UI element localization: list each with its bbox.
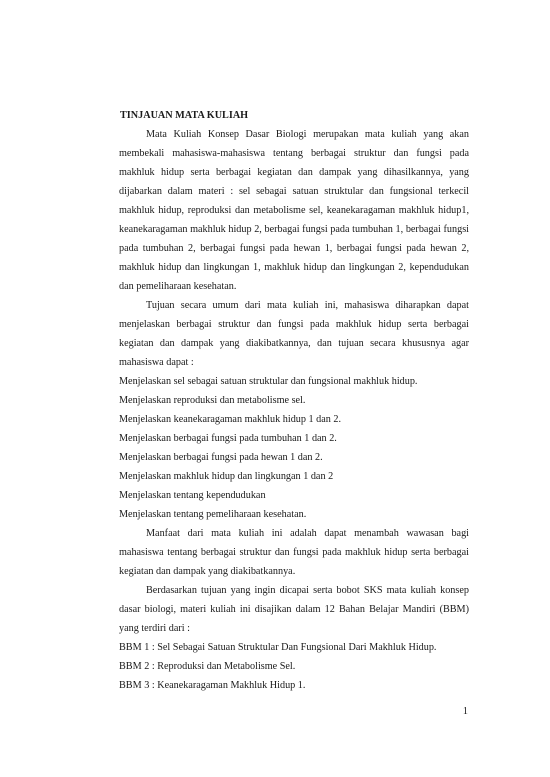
document-body [119, 106, 469, 695]
objective-item: Menjelaskan reproduksi dan metabolisme sel. [119, 395, 306, 406]
objective-item: Menjelaskan berbagai fungsi pada tumbuhan 1 dan 2. [119, 433, 337, 444]
objective-item: Menjelaskan makhluk hidup dan lingkungan 1 dan 2 [119, 471, 334, 482]
page-number: 1 [462, 706, 468, 717]
objective-paragraph: Tujuan secara umum dari mata kuliah ini, mahasiswa diharapkan dapat menjelaskan berbagai struktur dan fungsi pada makhluk hidup serta berbagai kegiatan dan dampak yang diakibatkannya, dan tujuan secara khususnya agar mahasiswa dapat : [119, 300, 469, 368]
bbm-list [119, 638, 469, 695]
objective-item: Menjelaskan berbagai fungsi pada hewan 1 dan 2. [119, 452, 323, 463]
objective-item: Menjelaskan tentang kependudukan [119, 490, 266, 501]
objective-item: Menjelaskan sel sebagai satuan struktular dan fungsional makhluk hidup. [119, 376, 418, 387]
bbm-item: BBM 2 : Reproduksi dan Metabolisme Sel. [119, 661, 296, 672]
objective-item: Menjelaskan keanekaragaman makhluk hidup 1 dan 2. [119, 414, 342, 425]
benefit-paragraph: Manfaat dari mata kuliah ini adalah dapat menambah wawasan bagi mahasiswa tentang berbagai struktur dan fungsi pada makhluk hidup serta berbagai kegiatan dan dampak yang diakibatkannya. [119, 528, 469, 577]
bbm-item: BBM 3 : Keanekaragaman Makhluk Hidup 1. [119, 680, 306, 691]
objective-item: Menjelaskan tentang pemeliharaan kesehatan. [119, 509, 307, 520]
structure-paragraph: Berdasarkan tujuan yang ingin dicapai serta bobot SKS mata kuliah konsep dasar biologi, materi kuliah ini disajikan dalam 12 Bahan Belajar Mandiri (BBM) yang terdiri dari : [119, 585, 469, 634]
bbm-item: BBM 1 : Sel Sebagai Satuan Struktular Dan Fungsional Dari Makhluk Hidup. [119, 642, 437, 653]
objectives-list [119, 372, 469, 524]
page-title: TINJAUAN MATA KULIAH [120, 110, 249, 121]
intro-paragraph: Mata Kuliah Konsep Dasar Biologi merupakan mata kuliah yang akan membekali mahasiswa-mahasiswa tentang berbagai struktur dan fungsi pada makhluk hidup serta berbagai kegiatan dan dampak yang dihasilkannya, yang dijabarkan dalam materi : sel sebagai satuan struktular dan fungsional terkecil makhluk hidup, reproduksi dan metabolisme sel, keanekaragaman makhluk hidup1, keanekaragaman makhluk hidup 2, berbagai fungsi pada tumbuhan 1, berbagai fungsi pada tumbuhan 2, berbagai fungsi pada hewan 1, berbagai fungsi pada hewan 2, makhluk hidup dan lingkungan 1, makhluk hidup dan lingkungan 2, kependudukan dan pemeliharaan kesehatan. [119, 129, 469, 292]
